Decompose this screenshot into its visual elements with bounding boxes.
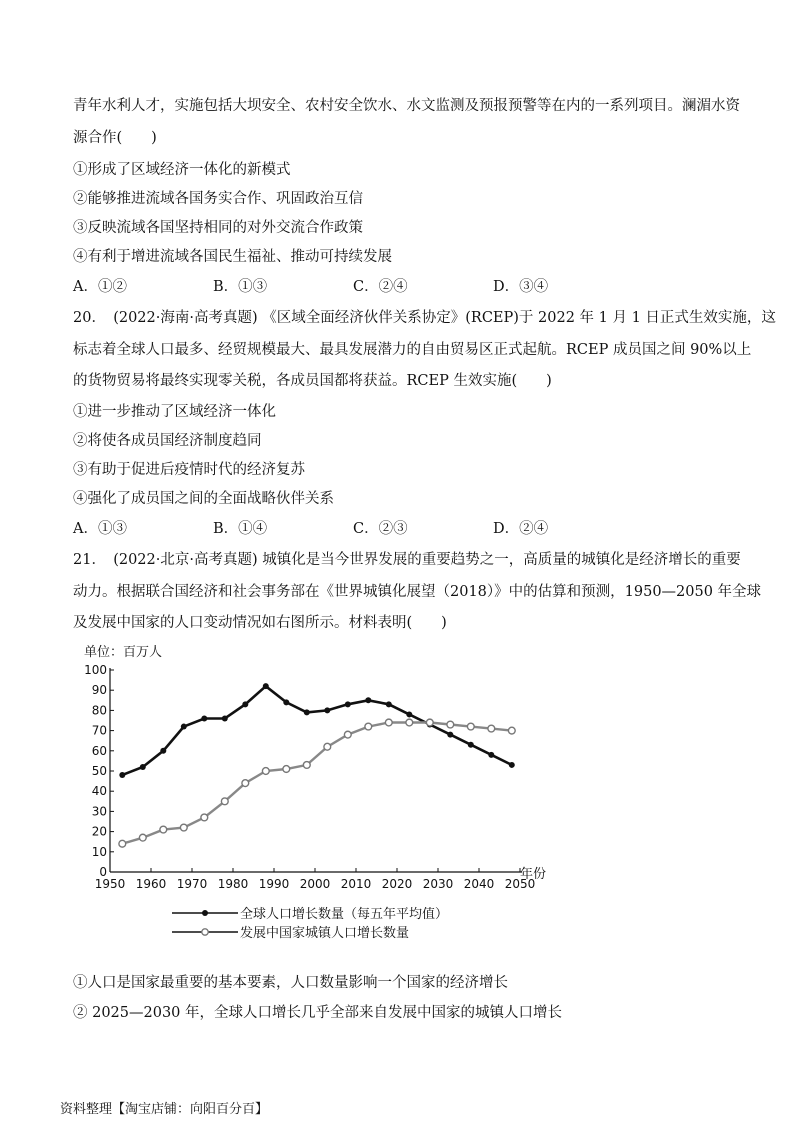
series-point-0	[222, 715, 228, 721]
x-tick-label: 1990	[258, 877, 290, 891]
x-tick-label: 1950	[94, 877, 126, 891]
q19-item-1: ①形成了区域经济一体化的新模式	[73, 162, 291, 178]
chart-unit-label: 单位：百万人	[84, 645, 163, 660]
series-point-1	[508, 727, 515, 734]
series-point-0	[345, 701, 351, 707]
series-point-1	[406, 719, 413, 726]
y-tick-label: 0	[99, 865, 107, 879]
series-point-1	[365, 723, 372, 730]
x-tick-label: 1970	[176, 877, 208, 891]
y-tick-label: 50	[91, 764, 107, 778]
series-point-0	[304, 709, 310, 715]
q19-option-c[interactable]: C．②④	[353, 279, 408, 295]
q20-option-c[interactable]: C．②③	[353, 521, 408, 537]
series-point-1	[180, 824, 187, 831]
series-point-0	[386, 701, 392, 707]
series-point-0	[468, 742, 474, 748]
q19-option-b[interactable]: B．①③	[213, 279, 268, 295]
series-point-0	[160, 748, 166, 754]
series-point-1	[467, 723, 474, 730]
series-point-1	[221, 798, 228, 805]
y-tick-label: 80	[91, 703, 107, 718]
q19-item-2: ②能够推进流域各国务实合作、巩固政治互信	[73, 191, 363, 207]
series-point-0	[242, 701, 248, 707]
series-point-1	[160, 826, 167, 833]
series-point-0	[283, 699, 289, 705]
x-tick-label: 2030	[422, 877, 454, 891]
q19-item-3: ③反映流域各国坚持相同的对外交流合作政策	[73, 220, 363, 236]
series-point-0	[263, 683, 269, 689]
q19-option-a[interactable]: A．①②	[73, 279, 127, 295]
series-point-1	[488, 725, 495, 732]
chart-axes	[110, 668, 522, 872]
series-point-1	[303, 762, 310, 769]
q20-item-2: ②将使各成员国经济制度趋同	[73, 433, 262, 449]
series-point-0	[406, 711, 412, 717]
x-tick-label: 2050	[504, 877, 536, 891]
series-point-0	[447, 732, 453, 738]
chart-x-axis-label: 年份	[520, 867, 547, 882]
q20-stem-line1: 20． (2022·海南·高考真题) 《区域全面经济伙伴关系协定》(RCEP)于 2022 年 1 月 1 日正式生效实施，这	[73, 310, 776, 326]
legend-marker-1	[202, 929, 208, 935]
y-tick-label: 30	[91, 804, 107, 819]
q19-stem-line1: 青年水利人才，实施包括大坝安全、农村安全饮水、水文监测及预报预警等在内的一系列项目。澜湄水资	[73, 98, 740, 114]
q19-option-d[interactable]: D．③④	[493, 279, 549, 295]
series-point-1	[283, 766, 290, 773]
y-tick-label: 40	[91, 784, 107, 799]
y-tick-label: 20	[91, 824, 107, 839]
q20-item-3: ③有助于促进后疫情时代的经济复苏	[73, 462, 305, 478]
series-line-0	[122, 686, 512, 775]
chart-legend	[172, 910, 238, 935]
q21-stem-line1: 21． (2022·北京·高考真题) 城镇化是当今世界发展的重要趋势之一，高质量的城镇化是经济增长的重要	[73, 552, 741, 568]
q20-item-4: ④强化了成员国之间的全面战略伙伴关系	[73, 491, 334, 507]
q20-option-a[interactable]: A．①③	[73, 521, 127, 537]
q20-stem-line2: 标志着全球人口最多、经贸规模最大、最具发展潜力的自由贸易区正式起航。RCEP 成员国之间 90%以上	[73, 342, 752, 358]
q21-stem-line2: 动力。根据联合国经济和社会事务部在《世界城镇化展望（2018）》中的估算和预测，1950—2050 年全球	[73, 584, 762, 600]
q19-stem-line2: 源合作( )	[73, 130, 157, 146]
series-point-1	[119, 840, 126, 847]
series-point-0	[324, 707, 330, 713]
series-point-1	[139, 834, 146, 841]
series-point-1	[426, 719, 433, 726]
chart-series	[119, 683, 515, 847]
series-point-0	[181, 724, 187, 730]
x-tick-label: 2000	[299, 877, 331, 891]
y-tick-label: 90	[91, 683, 107, 698]
x-tick-label: 2020	[381, 877, 413, 891]
y-tick-label: 70	[91, 723, 107, 738]
y-tick-label: 10	[91, 844, 107, 859]
series-point-1	[242, 780, 249, 787]
series-point-1	[344, 731, 351, 738]
x-tick-label: 2010	[340, 877, 372, 891]
x-tick-label: 1960	[135, 877, 167, 891]
y-tick-label: 100	[84, 663, 107, 677]
q20-option-d[interactable]: D．②④	[493, 521, 549, 537]
q19-item-4: ④有利于增进流域各国民生福祉、推动可持续发展	[73, 249, 392, 265]
x-tick-label: 1980	[217, 877, 249, 891]
series-point-0	[509, 762, 515, 768]
series-point-1	[385, 719, 392, 726]
series-point-1	[262, 768, 269, 775]
legend-label-global: 全球人口增长数量（每五年平均值）	[240, 907, 449, 922]
series-point-1	[324, 743, 331, 750]
q21-item-2: ② 2025—2030 年，全球人口增长几乎全部来自发展中国家的城镇人口增长	[73, 1005, 563, 1021]
series-point-0	[488, 752, 494, 758]
legend-label-developing: 发展中国家城镇人口增长数量	[240, 926, 410, 940]
legend-marker-0	[202, 910, 208, 916]
q20-option-b[interactable]: B．①④	[213, 521, 268, 537]
q21-item-1: ①人口是国家最重要的基本要素，人口数量影响一个国家的经济增长	[73, 975, 508, 991]
series-point-0	[119, 772, 125, 778]
series-point-0	[365, 697, 371, 703]
q20-stem-line3: 的货物贸易将最终实现零关税，各成员国都将获益。RCEP 生效实施( )	[73, 373, 552, 389]
series-point-0	[140, 764, 146, 770]
chart-tick-labels	[84, 663, 535, 891]
q21-stem-line3: 及发展中国家的人口变动情况如右图所示。材料表明( )	[73, 615, 447, 631]
series-point-0	[201, 715, 207, 721]
x-tick-label: 2040	[463, 877, 495, 891]
y-tick-label: 60	[91, 743, 107, 758]
population-line-chart	[80, 640, 560, 940]
q20-item-1: ①进一步推动了区域经济一体化	[73, 404, 276, 420]
page-footer: 资料整理【淘宝店铺：向阳百分百】	[60, 1102, 269, 1117]
series-point-1	[447, 721, 454, 728]
series-point-1	[201, 814, 208, 821]
